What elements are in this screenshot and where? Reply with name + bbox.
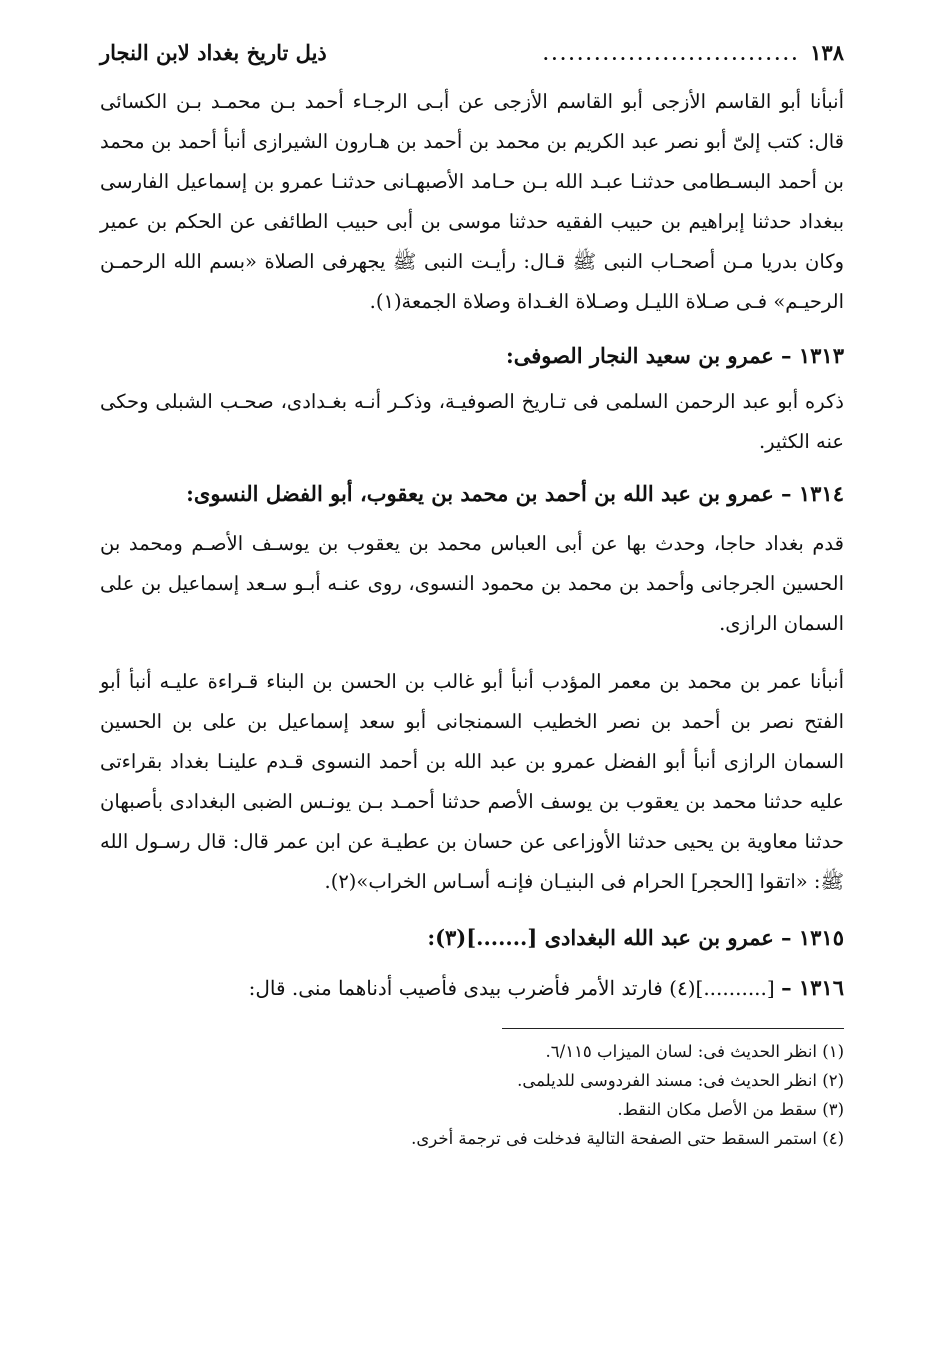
running-title: ذيل تاريخ بغداد لابن النجار xyxy=(100,40,327,65)
footnote-3: (٣) سقط من الأصل مكان النقط. xyxy=(617,1100,844,1119)
entry-1313-text: ذكره أبو عبد الرحمن السلمى فى تـاريخ الصوفيـة، وذكـر أنـه بغـدادى، صحـب الشبلى وحكى عنه الكثير. xyxy=(100,390,844,453)
entry-1313-heading: ١٣١٣ – عمرو بن سعيد النجار الصوفى: xyxy=(505,343,844,368)
footnote-divider xyxy=(502,1028,844,1029)
entry-1316-line xyxy=(100,968,844,1008)
footnotes xyxy=(100,1037,844,1153)
footnote-1: (١) انظر الحديث فى: لسان الميزاب ٦/١١٥. xyxy=(545,1042,844,1061)
entry-1314-heading: ١٣١٤ – عمرو بن عبد الله بن أحمد بن محمد بن يعقوب، أبو الفضل النسوى: xyxy=(186,481,844,506)
footnote-4: (٤) استمر السقط حتى الصفحة التالية فدخلت فى ترجمة أخرى. xyxy=(411,1129,844,1148)
page-header xyxy=(100,40,844,80)
page-number: ١٣٨ xyxy=(810,40,844,65)
paragraph-1: أنبأنا أبو القاسم الأزجى أبو القاسم الأزجى عن أبـى الرجـاء أحمد بـن محمـد بـن الكسائى قال: كتب إلىّ أبو نصر عبد الكريم بن محمد بن أحمد بن هـارون الشيرازى أنبأ أحمد بن محمد بن أحمد البسـطامى حدثنـا عبـد الله بـن حـامد الأصبهـانى حدثنـا عمرو بن إسماعيل الفارسى ببغداد حدثنا إبراهيم بن حبيب الفقيه حدثنا موسى بن أبى حبيب الطائفى عن الحكم بن عمير وكان بدريا مـن أصحـاب النبى ﷺ قـال: رأيـت النبى ﷺ يجهرفى الصلاة «بسم الله الرحمـن الرحيـم» فـى صـلاة الليـل وصـلاة الغـداة وصلاة الجمعة(١). xyxy=(100,90,844,313)
entry-1315-heading: ١٣١٥ – عمرو بن عبد الله البغدادى [.......](٣): xyxy=(427,925,844,950)
document-page xyxy=(100,40,844,1340)
entry-1314-text: قدم بغداد حاجا، وحدث بها عن أبى العباس محمد بن يعقوب بن يوسـف الأصـم ومحمد بن الحسين الجرجانى وأحمد بن محمد بن محمود النسوى، روى عنـه أبـو سـعد إسماعيل بن على السمان الرازى. xyxy=(100,532,844,635)
entry-1316-number: ١٣١٦ – xyxy=(781,975,844,1000)
entry-1314-text-2: أنبأنا عمر بن محمد بن معمر المؤدب أنبأ أبو غالب بن الحسن بن البناء قـراءة عليـه أنبأ أبو الفتح نصر بن أحمد بن نصر الخطيب السمنجانى أبو سعد إسماعيل بن على بن الحسين السمان الرازى أنبأ أبو الفضل عمرو بن عبد الله بن أحمد النسوى قـدم علينـا بغداد بقراءتى عليه حدثنا محمد بن يعقوب بن يوسف الأصم حدثنا أحمـد بـن يونـس الضبى البغدادى بأصبهان حدثنا معاوية بن يحيى حدثنا الأوزاعى عن حسان بن عطيـة عن ابن عمر قال: قال رسـول الله ﷺ: «اتقوا [الحجر] الحرام فى البنيـان فإنـه أسـاس الخراب»(٢). xyxy=(100,670,844,893)
header-leader-dots: .............................. xyxy=(543,45,801,64)
footnote-2: (٢) انظر الحديث فى: مسند الفردوسى للديلمى. xyxy=(517,1071,844,1090)
entry-1316-text: [..........](٤) فارتد الأمر فأضرب بيدى فأصيب أدناهما منى. قال: xyxy=(248,976,782,1000)
